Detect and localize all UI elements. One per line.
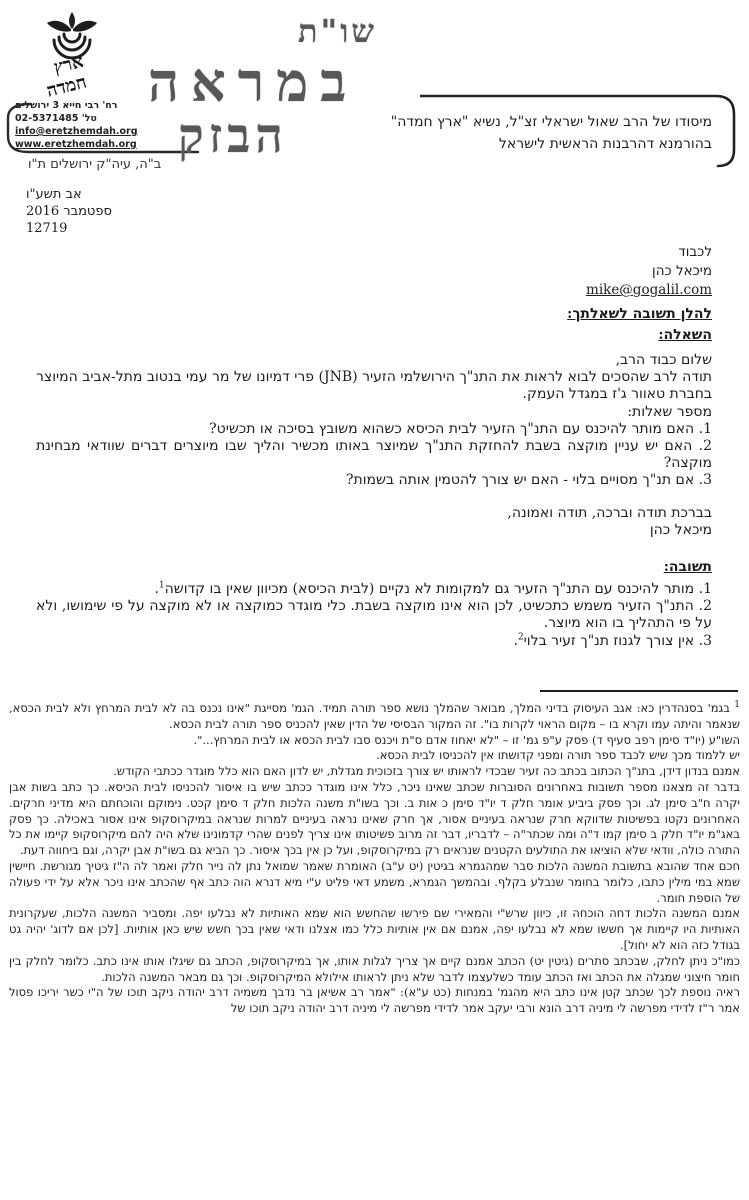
question-salutation: שלום כבוד הרב, (615, 352, 712, 368)
recipient-name: מיכאל כהן (652, 263, 712, 279)
logo-word-hemdah: חמדה (44, 71, 89, 102)
footnote-paragraph: השו"ע (יו"ד סימן רפב סעיף ד) פסק ע"פ גמ' זו – "לא יאחוז אדם ס"ת ויכנס סבו לבית הכסא או לבית המרחץ...". (193, 732, 740, 747)
masthead-title-habazak: הבזק (178, 108, 288, 164)
hebrew-date: אב תשע"ו (26, 187, 82, 202)
question-intro: תודה לרב שהסכים לבוא לראות את התנ"ך הירושלמי הזעיר (JNB) פרי דמיונו של מר עמי בנטוב מתל-אביב המיוצר בחברת טאוור ג'ז במגדל העמק. (36, 369, 712, 403)
footnote-paragraph: בדבר זה מצאנו מספר תשובות באחרונים הסוברות שכתב שאינו ניכר, כלל אינו מוגדר ככתב שיש בו איסור להכניסו לבית הכיסא. כך כתב בשות אבן יקרה ח"ב סימן לג. וכך פסק ביביע אומר חלק ד יו"ד סימן כ אות ב. וכך בשו"ת משנה הלכות חלק ד סימן קכט. נימוקם והוכחתם היא מדיני חרקים. האחרונים נקטו בפשיטות שדווקא חרק שנראה בעיניים אסור, אך חרק שאינו נראה בעיניים למרות שנראה במיקרוסקופ אינו אסור באכילה. כך פסק באג"מ יו"ד חלק ב סימן קמו ד"ה ומה שכתר"ה – לדבריו, דבר זה מרוב פשיטותו אינו צריך לפנים שהרי קדמונינו שלא היה להם מיקרוסקופ קיימו את כל התורה כולה, וודאי שלא הוציאו את התולעים הקטנים שנראים רק במיקרוסקופ, ועל כן אין בכך איסור. כך הביא גם בשו"ת אבן יקרה, וגם ביחווה דעת. (9, 779, 740, 858)
footnote-paragraph: יש ללמוד מכך שיש לכבד ספר תורה ומפני קדושתו אין להכניסו לבית הכסא. (376, 748, 740, 763)
footnote-paragraph: ראיה נוספת לכך שכתב קטן אינו כתב היא מהגמ' במנחות (כט ע"א): "אמר רב אשיאן בר נדבך משמיה דרב יהודה ניקב תוכו של ה"י כשר יריכו פסול אמר ר"ז לדידי מפרשה לי מיניה דרב הונא ורבי יעקב אמר לדידי מפרשה לי מיניה דרב יהודה ניקב תוכו של (9, 985, 740, 1016)
recipient-honorific: לכבוד (678, 244, 712, 260)
footnote-paragraph: חכם אחד שהובא בתשובת המשנה הלכות סבר שמהגמרא בגיטין (יט ע"ב) האומרת שאמר שמואל נתן לה נייר חלק ואמר לה ה"ז גיטיך מגורשת. חיישין שמא במי מילין כתבו, כלומר בחומר שנבלע בקלף. ובהמשך הגמרא, משמע דאי פליט ע"י מיא דנרא הוה כתב אף שהכתב אינו ניכר אלא על ידי פעולה של הוספת חומר. (9, 858, 740, 905)
answer-item: 3. אין צורך לגנוז תנ"ך זעיר בלוי$^2$. (513, 631, 712, 649)
question-item: 3. אם תנ"ך מסויים בלוי - האם יש צורך להטמין אותה בשמות? (345, 472, 712, 489)
question-item: 2. האם יש עניין מוקצה בשבת להחזקת התנ"ך שמיוצר באותו מכשיר והליך שבו מיוצרים דברים שוודאי מבחינת מוקצה? (36, 438, 712, 472)
logo-plant-icon (26, 10, 118, 106)
subtitle-line2: בהורמנא דהרבנות הראשית לישראל (498, 136, 712, 152)
gregorian-date: ספטמבר 2016 (26, 204, 112, 219)
answer-item (36, 598, 712, 632)
heading-reply-intro: להלן תשובה לשאלתך: (567, 306, 712, 322)
masthead-title-bemareh: במראה (148, 50, 359, 114)
answer-item-text: מותר להיכנס עם התנ"ך הזעיר גם למקומות לא נקיים (לבית הכיסא) מכיוון שאין בו קדושה (164, 581, 695, 597)
contact-website: www.eretzhemdah.org (15, 139, 137, 150)
footnote-paragraph: אמנם המשנה הלכות דחה הוכחה זו, כיוון שרש"י והמאירי שם פירשו שהחשש הוא שמא האותיות לא נבלעו יפה. ומסביר המשנה הלכות, שעקרונית האותיות היו קיימות אך חששו שמא לא נבלעו יפה, אמנם אם אין אותיות כלל כמו אצלנו ודאי שאין בכך חשש שיש כאן אותיות. [לכן אם לדוג' יהיה גט בגודל כזה הוא לא יחול]. (9, 906, 740, 952)
question-item: 1. האם מותר להיכנס עם התנ"ך הזעיר לבית הכיסא כשהוא משובץ בסיכה או תכשיט? (209, 420, 712, 437)
eretz-hemdah-logo (26, 10, 118, 106)
answer-item-text: התנ"ך הזעיר משמש כתכשיט, לכן הוא אינו מוקצה בשבת. כלי מוגדר כמוקצה או לא מוקצה על פי שימושו, ולא על פי התהליך בו הוא מיוצר. (36, 598, 712, 632)
answer-item-number: 1. (698, 581, 712, 597)
footnote-ref: 1 (158, 580, 165, 591)
answer-item: 1. מותר להיכנס עם התנ"ך הזעיר גם למקומות לא נקיים (לבית הכיסא) מכיוון שאין בו קדושה$^1$. (154, 580, 712, 597)
contact-block (15, 99, 165, 151)
recipient-block (586, 243, 712, 300)
footnote-paragraph: כמו"כ ניתן לחלק, שבכתב סתרים (גיטין יט) הכתב אמנם קיים אך צריך לגלות אותו, אך במיקרוסקופ, הכתב גם שיגלו אותו אינו כתב. כלומר לחלק בין חומר חיצוני שמגלה את הכתב ואז הכתב עומד כשלעצמו לדבר שלא ניתן לראותו אילולא המיקרוסקופ. וכך גם מבאר המשנה הלכות. (9, 953, 740, 984)
contact-phone: טל' 02-5371485 (15, 113, 97, 124)
question-list-intro: מספר שאלות: (627, 403, 712, 420)
question-block (36, 352, 712, 490)
footnote-paragraph: אמנם בנדון דידן, בתנ"ך הכתוב בכתב כה זעיר שבכדי לראותו יש צורך בזכוכית מגדלת, יש לדון האם הוא כלל מוגדר ככתבי הקודש. (113, 764, 740, 779)
bh-line: ב"ה, עיה"ק ירושלים ת"ו (28, 157, 162, 172)
signature-name: מיכאל כהן (649, 522, 712, 539)
heading-answer: תשובה: (663, 559, 712, 575)
closing-blessing: בברכת תודה וברכה, תודה ואמונה, (507, 505, 712, 521)
heading-question: השאלה: (658, 327, 712, 343)
answer-block (36, 581, 712, 650)
contact-address: רח' רבי חייא 3 ירושלים (15, 100, 118, 111)
contact-email: info@eretzhemdah.org (15, 126, 138, 137)
question-closing (36, 505, 712, 539)
masthead-title-shut: שו"ת (298, 12, 378, 50)
footnote-marker: 1 (734, 700, 741, 711)
footnote-divider (540, 690, 738, 692)
answer-item-number: 2. (698, 598, 713, 615)
recipient-email: mike@gogalil.com (586, 282, 712, 298)
answer-item-text: אין צורך לגנוז תנ"ך זעיר בלוי (523, 632, 695, 649)
reference-number: 12719 (26, 221, 68, 236)
masthead-subtitle (391, 111, 712, 155)
subtitle-line1: מיסודו של הרב שאול ישראלי זצ"ל, נשיא "ארץ חמדה" (390, 114, 712, 130)
footnote-paragraph: $^1$ בגמ' בסנהדרין כא: אגב העיסוק בדיני המלך, מבואר שהמלך נושא ספר תורה תמיד. הגמ' מסייגת "אינו נכנס בה לא לבית המרחץ ולא לבית הכסא, שנאמר והיתה עמו וקרא בו – מקום הראוי לקרות בו". זה המקור הבסיסי של הדין שאין להכניס ספר תורה לבית הכסא. (9, 700, 741, 731)
footnote-ref: 2 (517, 631, 524, 642)
footnotes-block (9, 701, 740, 1017)
date-block (26, 186, 112, 237)
answer-item-number: 3. (698, 632, 712, 649)
logo-word-eretz: ארץ (51, 50, 86, 79)
